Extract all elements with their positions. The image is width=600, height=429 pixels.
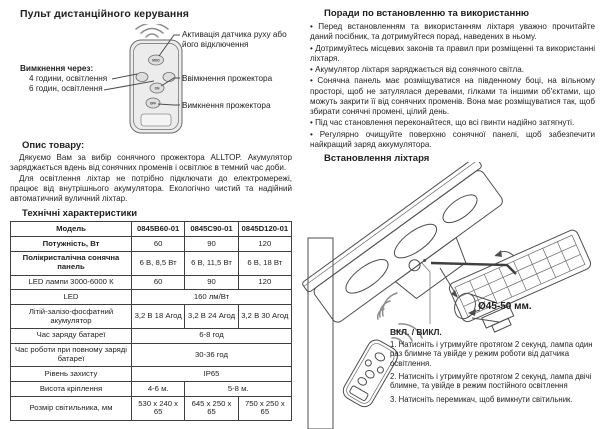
spec-value: 3,2 В 24 Агод bbox=[185, 305, 238, 329]
spec-value: 6 В, 11,5 Вт bbox=[185, 251, 238, 275]
solar-panel bbox=[447, 228, 600, 342]
spec-value: 5-8 м. bbox=[185, 382, 292, 397]
callout-off: Вимкнення прожектора bbox=[182, 101, 271, 110]
table-row bbox=[11, 367, 292, 382]
onoff-title: ВКЛ. / ВИКЛ. bbox=[390, 327, 442, 337]
onoff-step: 2. Натисніть і утримуйте протягом 2 секунд, лампа двічі блимне, та увійде в режим постійного освітлення bbox=[390, 372, 592, 391]
callout-off-timer-4h: 4 години, освітлення bbox=[29, 74, 108, 83]
remote-control-figure bbox=[10, 24, 292, 136]
description-paragraph-1: Дякуємо Вам за вибір сонячного прожектора ALLTOP. Акумулятор заряджається вдень від сонячних променів і освітлює в темний час доби. bbox=[10, 153, 292, 173]
off-button-label: OFF bbox=[149, 101, 157, 106]
remote-section-title: Пульт дистанційного керування bbox=[20, 8, 190, 20]
wifi-waves-icon bbox=[378, 293, 397, 319]
description-paragraph-2: Для освітлення ліхтар не потрібно підключати до електромережі, працює від внутрішнього акумулятора. Екологічно чистий та надійний автоматичний вуличний ліхтар. bbox=[10, 174, 292, 204]
led-oval bbox=[389, 218, 441, 264]
mount-plate bbox=[396, 238, 472, 303]
spec-value: 6 В, 18 Вт bbox=[238, 251, 291, 275]
spec-value: 30-36 год bbox=[132, 343, 292, 367]
spec-label: LED bbox=[11, 290, 132, 305]
spec-value: 750 x 250 x 65 bbox=[238, 397, 291, 421]
table-row bbox=[11, 382, 292, 397]
mount-arm bbox=[431, 263, 516, 274]
spec-value: IP65 bbox=[132, 367, 292, 382]
onoff-steps bbox=[390, 340, 598, 404]
spec-label: Час роботи при повному заряді батареї bbox=[11, 343, 132, 367]
spec-label: Полікристалічна сонячна панель bbox=[11, 251, 132, 275]
street-lamp bbox=[301, 162, 522, 348]
remote-display bbox=[349, 385, 369, 401]
onoff-step: 1. Натисніть і утримуйте протягом 2 секунд, лампа один раз блимне та увійде у режим роботи від датчика освітлення. bbox=[390, 340, 593, 368]
spec-value: 120 bbox=[238, 275, 291, 290]
spec-value: 530 x 240 x 65 bbox=[132, 397, 185, 421]
spec-value: 3,2 В 18 Агод bbox=[132, 305, 185, 329]
spec-label: Рівень захисту bbox=[11, 367, 132, 382]
table-row bbox=[11, 328, 292, 343]
spec-label: Висота кріплення bbox=[11, 382, 132, 397]
spec-value: 6 В, 8,5 Вт bbox=[132, 251, 185, 275]
spec-label: Час заряду батареї bbox=[11, 328, 132, 343]
specs-title: Технічні характеристики bbox=[22, 208, 138, 220]
advice-list bbox=[310, 22, 595, 150]
spec-value: 3,2 В 30 Агод bbox=[238, 305, 291, 329]
timer-4h-button bbox=[136, 72, 148, 81]
table-row bbox=[11, 305, 292, 329]
mode-button bbox=[374, 351, 386, 362]
spec-value: 60 bbox=[132, 237, 185, 252]
spec-value: 90 bbox=[185, 275, 238, 290]
on-button bbox=[364, 369, 375, 380]
spec-value: 645 x 250 x 65 bbox=[185, 397, 238, 421]
diameter-label: Ø45-50 мм. bbox=[478, 301, 532, 312]
install-title: Встановлення ліхтаря bbox=[324, 153, 430, 165]
table-row bbox=[11, 222, 292, 237]
spec-label: LED лампи 3000-6000 К bbox=[11, 275, 132, 290]
timer-4h-button bbox=[364, 359, 372, 367]
table-row bbox=[11, 343, 292, 367]
wifi-waves-icon bbox=[136, 24, 168, 37]
spec-label: Модель bbox=[11, 222, 132, 237]
description-title: Опис товару: bbox=[22, 140, 85, 151]
installation-figure bbox=[300, 162, 600, 429]
callout-on: Ввімкнення прожектора bbox=[182, 74, 273, 83]
table-row bbox=[11, 251, 292, 275]
remote-display bbox=[141, 114, 171, 126]
advice-bullet: • Сонячна панель має розміщуватися на південному боці, на вільному просторі, щоб не затулялася деревами, гілками та іншими об'єктами, що можуть закрити її від сонячних променів. Вона має розміщуватися так, щоб збирати сонячні промені, цілий день. bbox=[310, 76, 595, 117]
spec-value: 120 bbox=[238, 237, 291, 252]
table-row bbox=[11, 237, 292, 252]
callout-off-timer-6h: 6 годин, освітлення bbox=[29, 84, 103, 93]
spec-value: 0845C90-01 bbox=[185, 222, 238, 237]
left-column bbox=[10, 8, 292, 421]
specs-table bbox=[10, 221, 292, 421]
advice-bullet: • Перед встановленням та використанням ліхтаря уважно прочитайте даний посібник, та дотримуйтеся порад, наведених в ньому. bbox=[310, 22, 595, 42]
advice-bullet: • Регулярно очищуйте поверхню сонячної панелі, щоб забезпечити найкращий заряд аккумулятора. bbox=[310, 129, 595, 149]
light-sensor bbox=[407, 258, 422, 273]
callout-off-timer-title: Вимкнення через: bbox=[20, 64, 94, 73]
spec-value: 6-8 год bbox=[132, 328, 292, 343]
spec-value: 0845B60-01 bbox=[132, 222, 185, 237]
table-row bbox=[11, 397, 292, 421]
spec-value: 60 bbox=[132, 275, 185, 290]
table-row bbox=[11, 275, 292, 290]
led-oval bbox=[439, 190, 482, 228]
timer-6h-button bbox=[376, 366, 384, 374]
spec-value: 0845D120-01 bbox=[238, 222, 291, 237]
sensor-leader-line bbox=[421, 262, 430, 324]
on-button-label: ON bbox=[154, 86, 160, 91]
advice-title: Поради по встановленню та використанню bbox=[324, 8, 530, 19]
spec-label: Літій-залізо-фосфатний акумулятор bbox=[11, 305, 132, 329]
mode-button-label: MOD bbox=[152, 58, 160, 63]
table-row bbox=[11, 290, 292, 305]
off-button bbox=[357, 376, 368, 387]
spec-label: Розмір світильника, мм bbox=[11, 397, 132, 421]
onoff-instructions bbox=[390, 327, 598, 408]
callout-off-timer bbox=[20, 64, 128, 94]
advice-bullet: • Дотримуйтесь місцевих законів та правил при розміщенні та використанні ліхтаря. bbox=[310, 43, 595, 63]
advice-bullet: • Під час становлення переконайтеся, що всі гвинти надійно затягнуті. bbox=[310, 118, 575, 128]
pole bbox=[308, 238, 333, 429]
diameter-arrows bbox=[440, 268, 480, 316]
rotate-arrowhead bbox=[495, 250, 502, 257]
spec-value: 160 лм/Вт bbox=[132, 290, 292, 305]
onoff-step: 3. Натисніть перемикач, щоб вимкнути світильник. bbox=[390, 394, 573, 404]
spec-label: Потужність, Вт bbox=[11, 237, 132, 252]
spec-value: 4-6 м. bbox=[132, 382, 185, 397]
callout-motion-sensor: Активація датчика руху або його відключення bbox=[182, 30, 287, 49]
led-oval bbox=[341, 254, 393, 300]
timer-6h-button bbox=[163, 72, 175, 81]
spec-value: 90 bbox=[185, 237, 238, 252]
advice-bullet: • Акумулятор ліхтаря заряджається від сонячного світла. bbox=[310, 65, 524, 75]
right-column bbox=[310, 8, 595, 164]
